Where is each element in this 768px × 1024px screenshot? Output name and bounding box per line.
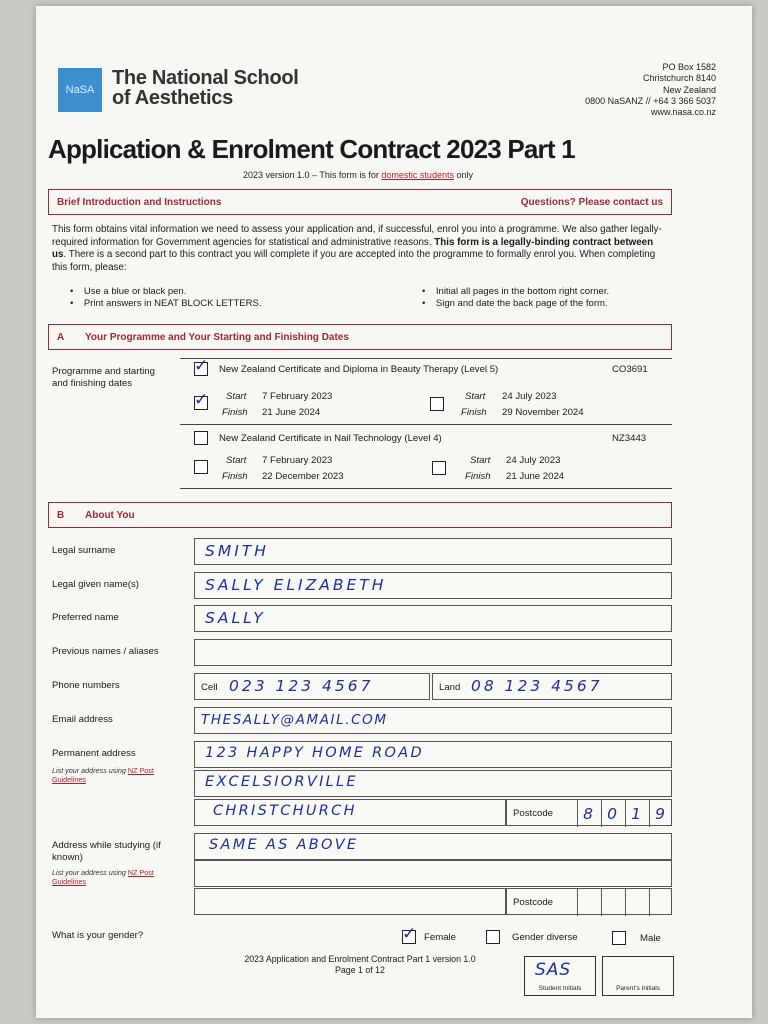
domestic-students-link[interactable]: domestic students	[381, 170, 454, 180]
divider	[180, 358, 672, 359]
school-name	[112, 68, 299, 108]
check-mark-icon: ✓	[194, 356, 209, 375]
cell-phone-field[interactable]	[194, 673, 430, 700]
note-text: List your address using	[52, 868, 128, 877]
intro-heading: Brief Introduction and Instructions	[57, 196, 222, 208]
email-label: Email address	[52, 714, 113, 725]
nz-post-guidelines-link[interactable]: NZ Post Guidelines	[52, 766, 154, 784]
address-line-2-value: EXCELSIORVILLE	[205, 774, 358, 790]
address-line: 0800 NaSANZ // +64 3 366 5037	[585, 95, 716, 106]
finish-date: 21 June 2024	[506, 471, 565, 482]
start-date: 7 February 2023	[262, 391, 333, 402]
check-mark-icon: ✓	[194, 390, 209, 409]
form-subtitle	[46, 170, 670, 180]
intro-text	[52, 224, 668, 274]
finish-label: Finish	[461, 407, 487, 418]
postcode-label: Postcode	[513, 897, 554, 908]
phone-label: Phone numbers	[52, 680, 120, 691]
permanent-postcode-field[interactable]	[506, 799, 672, 826]
nail-jul-intake-checkbox[interactable]	[432, 461, 446, 475]
study-address-value: SAME AS ABOVE	[209, 837, 359, 853]
land-phone-field[interactable]	[432, 673, 672, 700]
intro-paragraph: This form obtains vital information we need to assess your application and, if successful, enrol you into a programme. We also gather legally-required information for Government agencies for statistical and administrative reasons.	[52, 224, 662, 248]
address-line: Christchurch 8140	[642, 73, 716, 84]
beauty-feb-intake-checkbox[interactable]	[194, 390, 209, 410]
permanent-address-line-1[interactable]	[194, 741, 672, 768]
list-item: • Initial all pages in the bottom right corner.	[422, 286, 610, 297]
finish-label: Finish	[222, 407, 248, 418]
page-title: Application & Enrolment Contract 2023 Part 1	[48, 134, 575, 164]
parent-initials-box[interactable]	[602, 956, 674, 996]
list-item-text: Use a blue or black pen.	[83, 286, 187, 297]
given-name-label: Legal given name(s)	[52, 579, 139, 590]
divider	[180, 424, 672, 425]
subtitle-suffix: only	[456, 170, 473, 180]
cell-label: Cell	[201, 682, 218, 693]
school-name-line-2: of Aesthetics	[112, 87, 233, 109]
address-line-1-value: 123 HAPPY HOME ROAD	[205, 745, 424, 761]
cell-value: 023 123 4567	[229, 677, 374, 695]
footer-version: 2023 Application and Enrolment Contract Part 1 version 1.0	[244, 954, 476, 964]
digit-value: 9	[655, 804, 668, 823]
note-text: List your address using	[52, 766, 128, 775]
school-address	[585, 62, 716, 118]
permanent-address-line-3[interactable]	[194, 799, 506, 826]
list-item-text: Print answers in NEAT BLOCK LETTERS.	[83, 298, 262, 309]
gender-diverse-label: Gender diverse	[512, 932, 578, 943]
postcode-digit[interactable]	[601, 889, 625, 916]
surname-field[interactable]	[194, 538, 672, 565]
digit-value: 0	[607, 804, 620, 823]
gender-female-checkbox[interactable]	[402, 924, 417, 944]
divider	[180, 488, 672, 489]
programme-beauty-name: New Zealand Certificate and Diploma in Beauty Therapy (Level 5)	[219, 364, 499, 375]
gender-male-checkbox[interactable]	[612, 931, 626, 945]
address-line: www.nasa.co.nz	[650, 107, 716, 118]
student-initials-box[interactable]	[524, 956, 596, 996]
nasa-logo	[58, 68, 102, 112]
postcode-digit[interactable]	[577, 889, 601, 916]
study-postcode-field[interactable]	[506, 888, 672, 915]
finish-label: Finish	[465, 471, 491, 482]
permanent-address-note	[52, 766, 182, 784]
permanent-address-line-2[interactable]	[194, 770, 672, 797]
surname-label: Legal surname	[52, 545, 116, 556]
start-label: Start	[470, 455, 491, 466]
student-initials-label: Student Initials	[538, 985, 582, 992]
section-a-header	[48, 324, 672, 350]
given-name-value: SALLY ELIZABETH	[205, 576, 387, 594]
section-letter: A	[57, 331, 65, 343]
previous-names-label: Previous names / aliases	[52, 646, 159, 657]
intro-bold-text: This form is a legally-binding contract between us	[52, 236, 654, 261]
study-address-line-1[interactable]	[194, 833, 672, 860]
student-initials-value: SAS	[535, 960, 572, 980]
parent-initials-label: Parent's Initials	[616, 985, 660, 992]
check-mark-icon: ✓	[402, 924, 417, 943]
postcode-digit[interactable]	[601, 800, 625, 827]
list-item: • Print answers in NEAT BLOCK LETTERS.	[70, 298, 262, 309]
land-label: Land	[439, 682, 461, 693]
list-item: • Sign and date the back page of the form.	[422, 298, 608, 309]
digit-value: 8	[583, 804, 596, 823]
land-value: 08 123 4567	[471, 677, 603, 695]
programme-label: Programme and starting and finishing dates	[52, 366, 155, 389]
email-field[interactable]	[194, 707, 672, 734]
contact-us-link[interactable]: Questions? Please contact us	[520, 196, 663, 208]
section-title: Your Programme and Your Starting and Finishing Dates	[85, 331, 349, 343]
gender-male-label: Male	[640, 933, 661, 944]
email-value: THESALLY@AMAIL.COM	[201, 712, 388, 728]
list-item-text: Sign and date the back page of the form.	[435, 298, 608, 309]
intro-section-header	[48, 189, 672, 215]
preferred-name-field[interactable]	[194, 605, 672, 632]
section-title: About You	[85, 509, 135, 521]
section-b-header	[48, 502, 672, 528]
finish-date: 22 December 2023	[262, 471, 344, 482]
page-number: Page 1 of 12	[335, 965, 385, 975]
logo-text: NaSA	[65, 84, 95, 96]
finish-label: Finish	[222, 471, 248, 482]
preferred-name-value: SALLY	[205, 609, 266, 627]
postcode-digit[interactable]	[625, 800, 649, 827]
start-date: 24 July 2023	[506, 455, 561, 466]
digit-value: 1	[631, 804, 644, 823]
surname-value: SMITH	[205, 542, 269, 560]
address-line: New Zealand	[662, 84, 716, 95]
start-date: 24 July 2023	[502, 391, 557, 402]
given-name-field[interactable]	[194, 572, 672, 599]
study-address-note	[52, 868, 182, 886]
intro-paragraph-2: . There is a second part to this contract you will complete if you are accepted into the programme to formally enrol you. When completing this form, please:	[52, 249, 656, 273]
start-label: Start	[465, 391, 486, 402]
previous-names-field[interactable]	[194, 639, 672, 666]
subtitle-prefix: 2023 version 1.0 – This form is for	[243, 170, 379, 180]
gender-label: What is your gender?	[52, 930, 144, 941]
section-letter: B	[57, 509, 65, 521]
programme-nail-checkbox[interactable]	[194, 431, 208, 445]
finish-date: 21 June 2024	[262, 407, 321, 418]
postcode-digit[interactable]	[649, 800, 673, 827]
start-label: Start	[226, 455, 247, 466]
study-address-label: Address while studying (if known)	[52, 840, 161, 863]
gender-diverse-checkbox[interactable]	[486, 930, 500, 944]
study-address-line-2[interactable]	[194, 860, 672, 887]
list-item-text: Initial all pages in the bottom right corner.	[435, 286, 610, 297]
programme-nail-code: NZ3443	[612, 433, 647, 444]
nz-post-guidelines-link[interactable]: NZ Post Guidelines	[52, 868, 154, 886]
study-address-line-3[interactable]	[194, 888, 506, 915]
page-footer	[220, 954, 500, 976]
programme-nail-name: New Zealand Certificate in Nail Technology (Level 4)	[219, 433, 442, 444]
start-date: 7 February 2023	[262, 455, 333, 466]
nail-feb-intake-checkbox[interactable]	[194, 460, 208, 474]
gender-female-label: Female	[424, 932, 456, 943]
beauty-jul-intake-checkbox[interactable]	[430, 397, 444, 411]
start-label: Start	[226, 391, 247, 402]
address-line: PO Box 1582	[662, 62, 716, 72]
finish-date: 29 November 2024	[502, 407, 584, 418]
postcode-label: Postcode	[513, 808, 554, 819]
postcode-digit[interactable]	[625, 889, 649, 916]
school-name-line-1: The National School	[112, 67, 299, 89]
list-item: • Use a blue or black pen.	[70, 286, 187, 297]
programme-beauty-checkbox[interactable]	[194, 356, 209, 376]
address-line-3-value: CHRISTCHURCH	[213, 803, 357, 819]
postcode-digit[interactable]	[649, 889, 673, 916]
programme-beauty-code: CO3691	[612, 364, 648, 375]
preferred-name-label: Preferred name	[52, 612, 119, 623]
postcode-digit[interactable]	[577, 800, 601, 827]
permanent-address-label: Permanent address	[52, 748, 136, 759]
